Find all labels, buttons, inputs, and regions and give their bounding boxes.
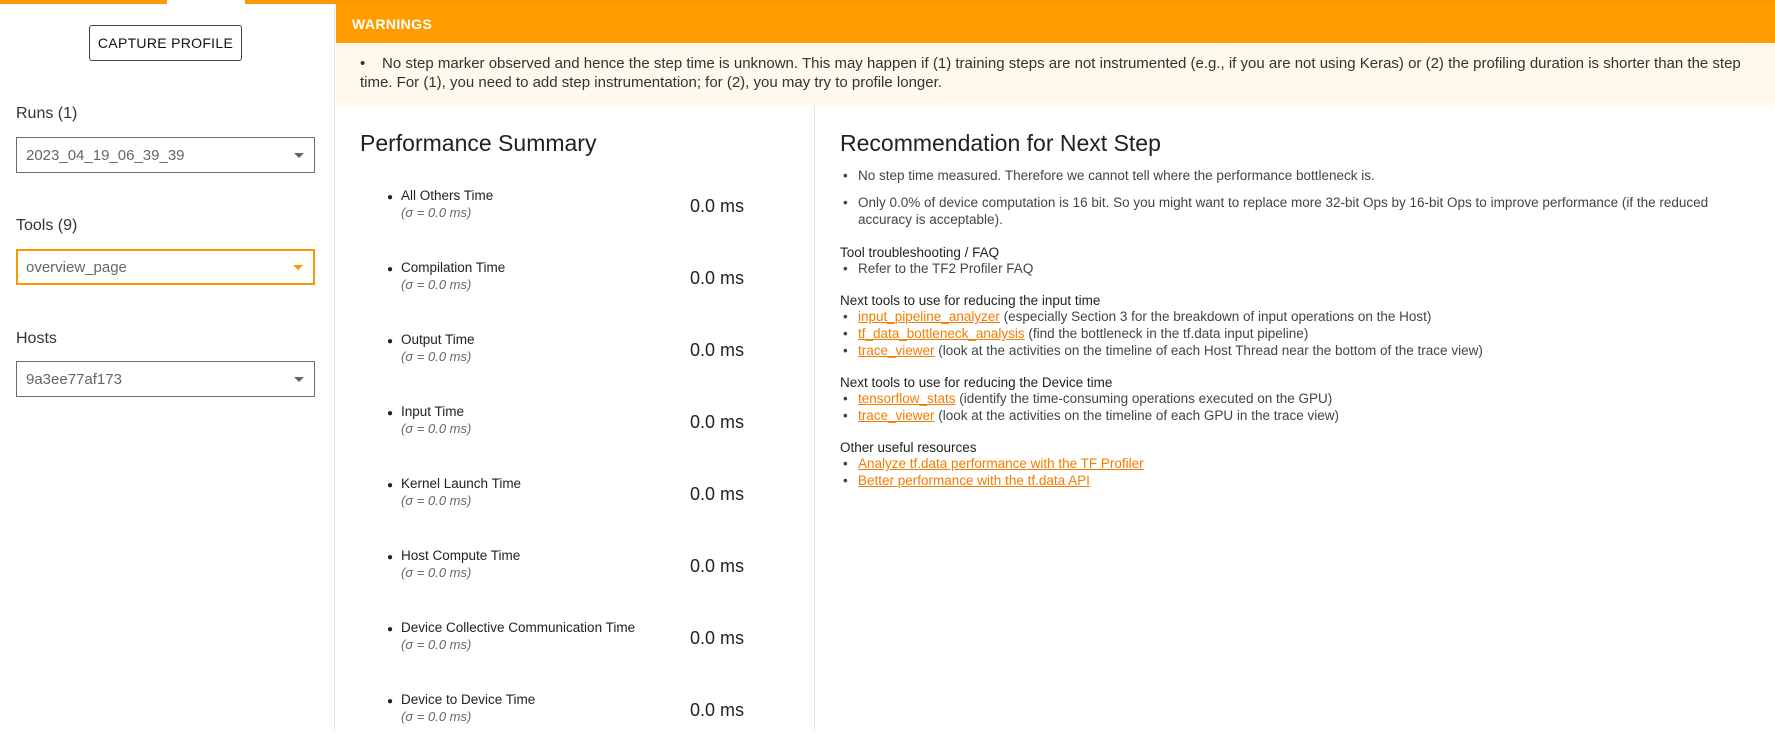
list-item-text: (look at the activities on the timeline of each GPU in the trace view)	[934, 408, 1339, 423]
bullet-icon: ●	[387, 696, 394, 707]
tools-select-value: overview_page	[26, 258, 127, 276]
perf-item-sigma: (σ = 0.0 ms)	[401, 421, 472, 436]
other-resources-heading: Other useful resources	[840, 440, 977, 455]
perf-item-value: 0.0 ms	[690, 268, 745, 288]
performance-summary-title: Performance Summary	[360, 130, 597, 156]
list-item	[843, 342, 1483, 359]
trace-viewer-link[interactable]: trace_viewer	[858, 343, 935, 358]
warning-text: No step marker observed and hence the step time is unknown. This may happen if (1) training steps are not instrumented (e.g., if you are not using Keras) or (2) the profiling duration is shorter than the step time. For (1), you need to add step instrumentation; for (2), you may try to profile longer.	[360, 55, 1741, 91]
faq-text: • Refer to the TF2 Profiler FAQ	[858, 261, 1034, 276]
bullet-icon: •	[360, 55, 366, 72]
list-item	[843, 325, 1308, 342]
bullet-icon: ●	[387, 480, 394, 491]
runs-label: Runs (1)	[16, 105, 78, 122]
tools-select[interactable]	[16, 249, 315, 285]
recommendation-title: Recommendation for Next Step	[840, 130, 1161, 156]
list-item-text: (look at the activities on the timeline of each Host Thread near the bottom of the trace view)	[934, 343, 1483, 358]
tools-label: Tools (9)	[16, 217, 78, 234]
bullet-icon: ●	[387, 336, 394, 347]
perf-item-name: Kernel Launch Time	[401, 476, 522, 491]
better-performance-link[interactable]: Better performance with the tf.data API	[858, 473, 1090, 488]
chevron-down-icon	[293, 265, 303, 270]
sidebar	[0, 4, 335, 731]
perf-item	[336, 404, 815, 454]
perf-item-name: Device Collective Communication Time	[401, 620, 636, 635]
perf-item	[336, 476, 815, 526]
list-item-text: (find the bottleneck in the tf.data input pipeline)	[1024, 326, 1309, 341]
perf-item-name: Output Time	[401, 332, 475, 347]
faq-heading: Tool troubleshooting / FAQ	[840, 245, 1000, 260]
perf-item-sigma: (σ = 0.0 ms)	[401, 493, 472, 508]
perf-item	[336, 692, 815, 742]
perf-item-value: 0.0 ms	[690, 556, 745, 576]
input-pipeline-analyzer-link[interactable]: input_pipeline_analyzer	[858, 309, 1000, 324]
perf-item	[336, 260, 815, 310]
perf-item-name: Device to Device Time	[401, 692, 536, 707]
list-item	[843, 455, 1144, 472]
recommendation-panel	[816, 105, 1775, 731]
runs-select[interactable]	[16, 137, 315, 173]
perf-item-sigma: (σ = 0.0 ms)	[401, 565, 472, 580]
chevron-down-icon	[294, 153, 304, 158]
performance-summary-panel	[336, 105, 815, 731]
perf-item	[336, 188, 815, 238]
recommendation-text: • No step time measured. Therefore we cannot tell where the performance bottleneck is.	[858, 168, 1375, 183]
list-item	[843, 472, 1090, 489]
capture-profile-button[interactable]: CAPTURE PROFILE	[89, 25, 242, 61]
chevron-down-icon	[294, 377, 304, 382]
trace-viewer-link[interactable]: trace_viewer	[858, 408, 935, 423]
tf-data-bottleneck-analysis-link[interactable]: tf_data_bottleneck_analysis	[858, 326, 1025, 341]
list-item-text: (identify the time-consuming operations executed on the GPU)	[955, 391, 1333, 406]
perf-item-sigma: (σ = 0.0 ms)	[401, 709, 472, 724]
list-item-text: (especially Section 3 for the breakdown of input operations on the Host)	[999, 309, 1432, 324]
list-item	[843, 407, 1339, 424]
bullet-icon: ●	[387, 624, 394, 635]
perf-item-value: 0.0 ms	[690, 412, 745, 432]
list-item	[843, 390, 1332, 407]
perf-item	[336, 548, 815, 598]
perf-item-value: 0.0 ms	[690, 340, 745, 360]
input-tools-heading: Next tools to use for reducing the input time	[840, 293, 1101, 308]
perf-item-name: Input Time	[401, 404, 465, 419]
hosts-select[interactable]	[16, 361, 315, 397]
tensorflow-stats-link[interactable]: tensorflow_stats	[858, 391, 956, 406]
list-item	[843, 308, 1431, 325]
warnings-title: WARNINGS	[336, 4, 1775, 43]
perf-item-value: 0.0 ms	[690, 628, 745, 648]
recommendation-text: • Only 0.0% of device computation is 16 bit. So you might want to replace more 32-bit Ops by 16-bit Ops to improve performance (if the reduced accuracy is acceptable).	[858, 195, 1709, 227]
runs-select-value: 2023_04_19_06_39_39	[26, 146, 185, 164]
list-item	[843, 167, 1743, 184]
perf-item	[336, 620, 815, 670]
perf-item-sigma: (σ = 0.0 ms)	[401, 349, 472, 364]
perf-item	[336, 332, 815, 382]
perf-item-sigma: (σ = 0.0 ms)	[401, 277, 472, 292]
perf-item-sigma: (σ = 0.0 ms)	[401, 637, 472, 652]
perf-item-name: Host Compute Time	[401, 548, 521, 563]
device-tools-heading: Next tools to use for reducing the Device time	[840, 375, 1113, 390]
perf-item-name: All Others Time	[401, 188, 494, 203]
list-item	[843, 260, 1033, 277]
analyze-tf-data-link[interactable]: Analyze tf.data performance with the TF Profiler	[858, 456, 1144, 471]
hosts-label: Hosts	[16, 330, 57, 347]
bullet-icon: ●	[387, 264, 394, 275]
perf-item-sigma: (σ = 0.0 ms)	[401, 205, 472, 220]
hosts-select-value: 9a3ee77af173	[26, 370, 122, 388]
bullet-icon: ●	[387, 552, 394, 563]
perf-item-value: 0.0 ms	[690, 484, 745, 504]
bullet-icon: ●	[387, 192, 394, 203]
warning-message	[336, 43, 1775, 92]
list-item	[843, 194, 1763, 228]
warnings-panel	[336, 4, 1775, 105]
perf-item-value: 0.0 ms	[690, 196, 745, 216]
bullet-icon: ●	[387, 408, 394, 419]
perf-item-value: 0.0 ms	[690, 700, 745, 720]
perf-item-name: Compilation Time	[401, 260, 506, 275]
